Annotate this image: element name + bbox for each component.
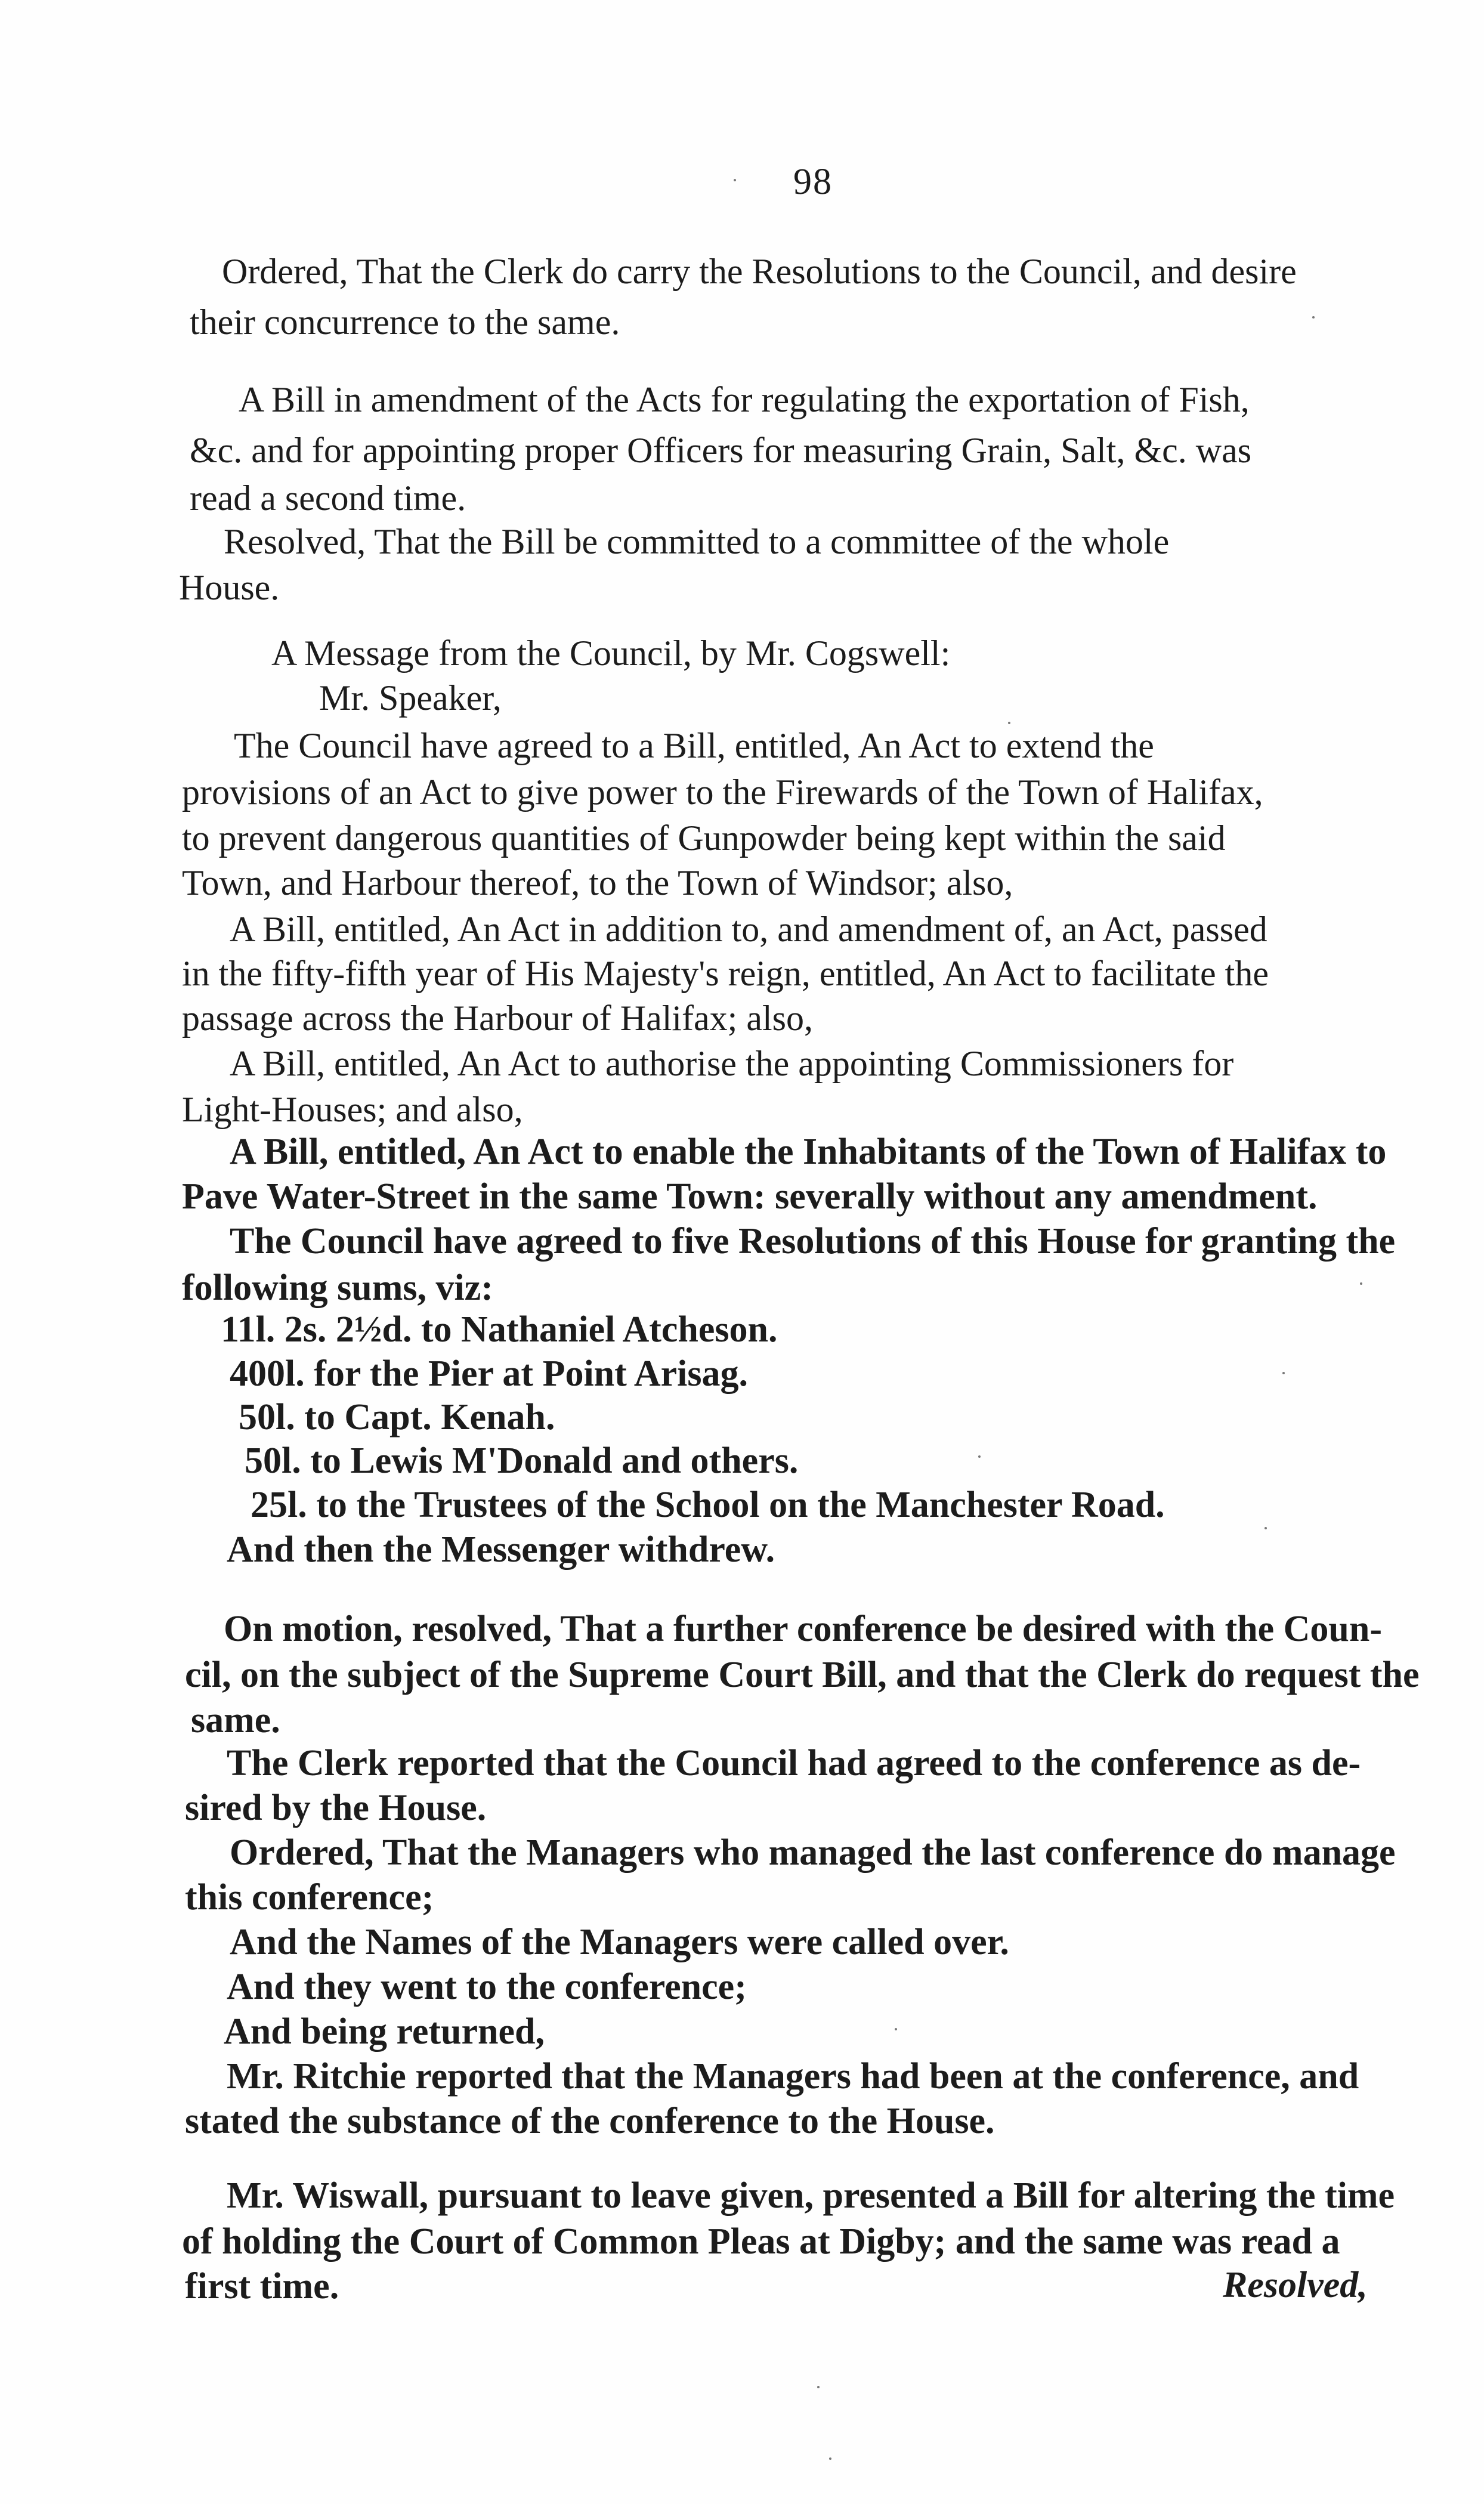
text-line: sired by the House.: [185, 1788, 487, 1828]
scan-speck: [734, 179, 736, 181]
text-line: The Clerk reported that the Council had agreed to the conference as de-: [227, 1743, 1361, 1783]
text-line: On motion, resolved, That a further conference be desired with the Coun-: [224, 1609, 1383, 1649]
text-line: The Council have agreed to a Bill, entitled, An Act to extend the: [234, 726, 1154, 765]
scan-speck: [1360, 1282, 1362, 1285]
text-line: A Bill, entitled, An Act to enable the Inhabitants of the Town of Halifax to: [230, 1132, 1387, 1172]
text-line: provisions of an Act to give power to the Firewards of the Town of Halifax,: [182, 772, 1263, 812]
text-line: to prevent dangerous quantities of Gunpowder being kept within the said: [182, 818, 1226, 858]
text-line: And being returned,: [224, 2011, 545, 2052]
text-line: stated the substance of the conference to the House.: [185, 2101, 995, 2141]
text-line: A Bill in amendment of the Acts for regulating the exportation of Fish,: [239, 380, 1250, 419]
grant-item: 50l. to Lewis M'Donald and others.: [245, 1440, 799, 1481]
text-line: The Council have agreed to five Resolutions of this House for granting the: [230, 1221, 1396, 1262]
text-line: of holding the Court of Common Pleas at Digby; and the same was read a: [182, 2221, 1340, 2262]
text-line: passage across the Harbour of Halifax; also,: [182, 998, 813, 1038]
text-line: House.: [179, 568, 280, 607]
text-line: And they went to the conference;: [227, 1967, 747, 2007]
text-line: Pave Water-Street in the same Town: severally without any amendment.: [182, 1176, 1318, 1217]
text-line: A Bill, entitled, An Act in addition to, and amendment of, an Act, passed: [230, 910, 1267, 949]
grant-item: 50l. to Capt. Kenah.: [239, 1397, 555, 1438]
scan-speck: [978, 1455, 981, 1458]
scan-speck: [1265, 1527, 1267, 1529]
text-line: same.: [191, 1700, 280, 1741]
catchword: Resolved,: [1223, 2265, 1368, 2305]
scan-speck: [895, 2028, 897, 2030]
text-line: this conference;: [185, 1877, 434, 1918]
scan-speck: [1282, 1372, 1285, 1374]
text-line: &c. and for appointing proper Officers for measuring Grain, Salt, &c. was: [190, 431, 1252, 470]
text-line: their concurrence to the same.: [190, 302, 620, 342]
text-line: Mr. Wiswall, pursuant to leave given, presented a Bill for altering the time: [227, 2175, 1395, 2216]
text-line: first time.: [185, 2266, 339, 2307]
text-line: And the Names of the Managers were called over.: [230, 1922, 1009, 1962]
scan-speck: [1008, 722, 1010, 724]
text-line: Mr. Ritchie reported that the Managers had been at the conference, and: [227, 2056, 1359, 2097]
text-line: Resolved, That the Bill be committed to a committee of the whole: [224, 522, 1170, 561]
text-line: read a second time.: [190, 478, 466, 518]
text-line: Ordered, That the Managers who managed the last conference do manage: [230, 1832, 1396, 1873]
page-number: 98: [793, 162, 833, 202]
text-line: Light-Houses; and also,: [182, 1090, 523, 1129]
text-line: Ordered, That the Clerk do carry the Resolutions to the Council, and desire: [222, 252, 1297, 291]
text-line: cil, on the subject of the Supreme Court Bill, and that the Clerk do request the: [185, 1655, 1420, 1695]
text-line: Mr. Speaker,: [319, 678, 502, 718]
text-line: And then the Messenger withdrew.: [227, 1529, 775, 1570]
scan-speck: [829, 2457, 831, 2460]
text-line: A Bill, entitled, An Act to authorise the appointing Commissioners for: [230, 1044, 1234, 1083]
grant-item: 25l. to the Trustees of the School on the Manchester Road.: [251, 1485, 1165, 1525]
text-line: Town, and Harbour thereof, to the Town of Windsor; also,: [182, 863, 1013, 902]
text-line: in the fifty-fifth year of His Majesty's reign, entitled, An Act to facilitate the: [182, 954, 1269, 993]
scan-speck: [817, 2386, 820, 2388]
grant-item: 400l. for the Pier at Point Arisag.: [230, 1353, 749, 1394]
scan-speck: [1312, 316, 1315, 319]
text-line: following sums, viz:: [182, 1268, 493, 1308]
text-line: A Message from the Council, by Mr. Cogswell:: [271, 633, 951, 673]
grant-item: 11l. 2s. 2½d. to Nathaniel Atcheson.: [221, 1309, 778, 1350]
